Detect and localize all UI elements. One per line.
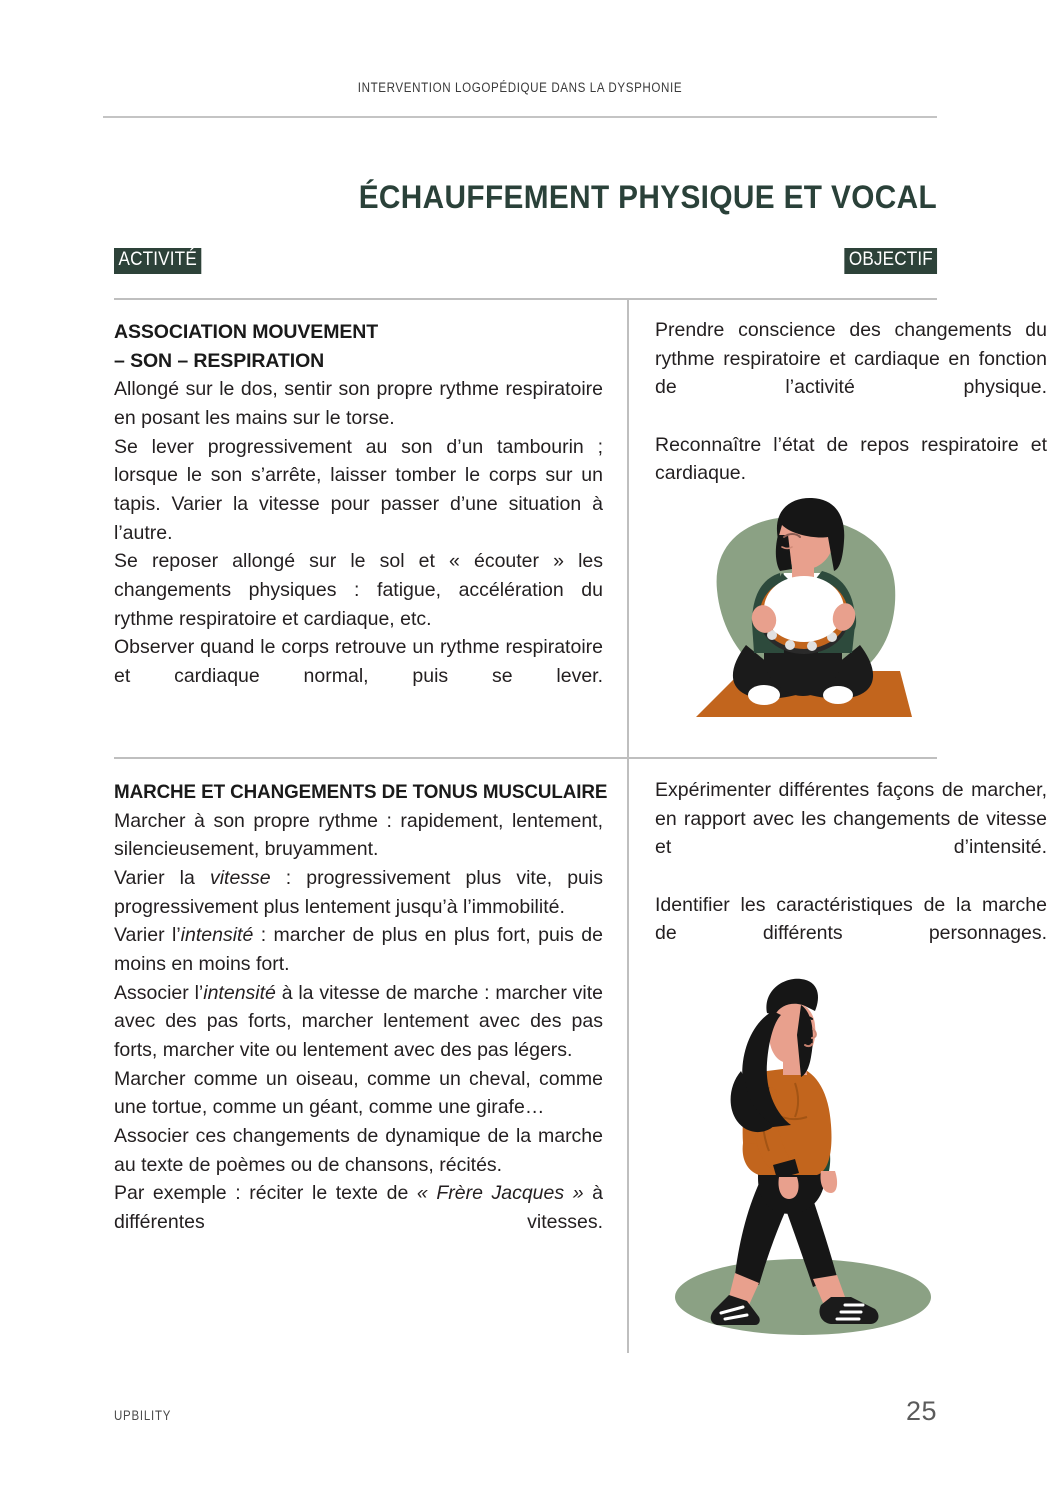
column-header-objective: OBJECTIF [844, 248, 937, 274]
activity-paragraph: Associer l’intensité à la vitesse de marche : marcher vite avec des pas forts, marcher lentement avec des pas forts, marcher vite ou lentement avec des pas légers. [114, 981, 604, 1061]
activity-paragraph: Marcher comme un oiseau, comme un cheval, comme une tortue, comme un géant, comme une girafe… [114, 1067, 603, 1119]
illustration-person-with-tambourine [660, 495, 945, 725]
header-divider [103, 116, 937, 118]
activity-paragraph: Se reposer allongé sur le sol et « écouter » les changements physiques : fatigue, accélération du rythme respiratoire et cardiaque, etc. [114, 550, 603, 630]
table-row-divider [114, 757, 937, 759]
activity-title-line1: MARCHE ET CHANGEMENTS DE TONUS MUSCULAIRE [114, 781, 608, 803]
activity-paragraph: Se lever progressivement au son d’un tambourin ; lorsque le son s’arrête, laisser tomber le corps sur un tapis. Varier la vitesse pour passer d’une situation à l’autre. [114, 435, 603, 544]
column-header-activity: ACTIVITÉ [114, 248, 201, 274]
activity-paragraph: Varier la vitesse : progressivement plus vite, puis progressivement plus lentement jusqu’à l’immobilité. [114, 866, 603, 918]
objective-cell [655, 316, 1047, 517]
footer-brand: UPBILITY [114, 1408, 172, 1423]
emphasis-frere-jacques: « Frère Jacques » [416, 1182, 584, 1205]
activity-paragraph: Par exemple : réciter le texte de « Frère Jacques » à différentes vitesses. [114, 1182, 603, 1233]
illustration-person-walking [655, 975, 945, 1335]
activity-paragraph: Observer quand le corps retrouve un rythme respiratoire et cardiaque normal, puis se lever. [114, 636, 603, 687]
table-column-divider [627, 298, 629, 1353]
activity-cell [114, 318, 603, 719]
emphasis-intensite: intensité [180, 924, 254, 947]
running-head: INTERVENTION LOGOPÉDIQUE DANS LA DYSPHONIE [357, 80, 683, 95]
table-top-divider [114, 298, 937, 300]
activity-title-line1: ASSOCIATION MOUVEMENT [114, 321, 379, 343]
activity-paragraph: Associer ces changements de dynamique de la marche au texte de poèmes ou de chansons, récités. [114, 1124, 603, 1176]
emphasis-intensite: intensité [203, 981, 276, 1004]
page-number: 25 [905, 1396, 937, 1426]
activity-cell [114, 778, 608, 1265]
objective-paragraph: Expérimenter différentes façons de marcher, en rapport avec les changements de vitesse et d’intensité. [655, 779, 1047, 859]
objective-cell [655, 776, 1047, 977]
objective-paragraph: Prendre conscience des changements du rythme respiratoire et cardiaque en fonction de l’activité physique. [655, 319, 1047, 399]
activity-paragraph: Allongé sur le dos, sentir son propre rythme respiratoire en posant les mains sur le torse. [114, 378, 603, 429]
emphasis-vitesse: vitesse [209, 866, 271, 889]
activity-title-line2: – SON – RESPIRATION [114, 349, 325, 372]
objective-paragraph: Identifier les caractéristiques de la marche de différents personnages. [655, 893, 1047, 945]
page-title: ÉCHAUFFEMENT PHYSIQUE ET VOCAL [358, 179, 938, 216]
activity-paragraph: Marcher à son propre rythme : rapidement, lentement, silencieusement, bruyamment. [114, 809, 603, 861]
objective-paragraph: Reconnaître l’état de repos respiratoire et cardiaque. [655, 433, 1047, 485]
activity-paragraph: Varier l’intensité : marcher de plus en plus fort, puis de moins en moins fort. [114, 924, 603, 975]
